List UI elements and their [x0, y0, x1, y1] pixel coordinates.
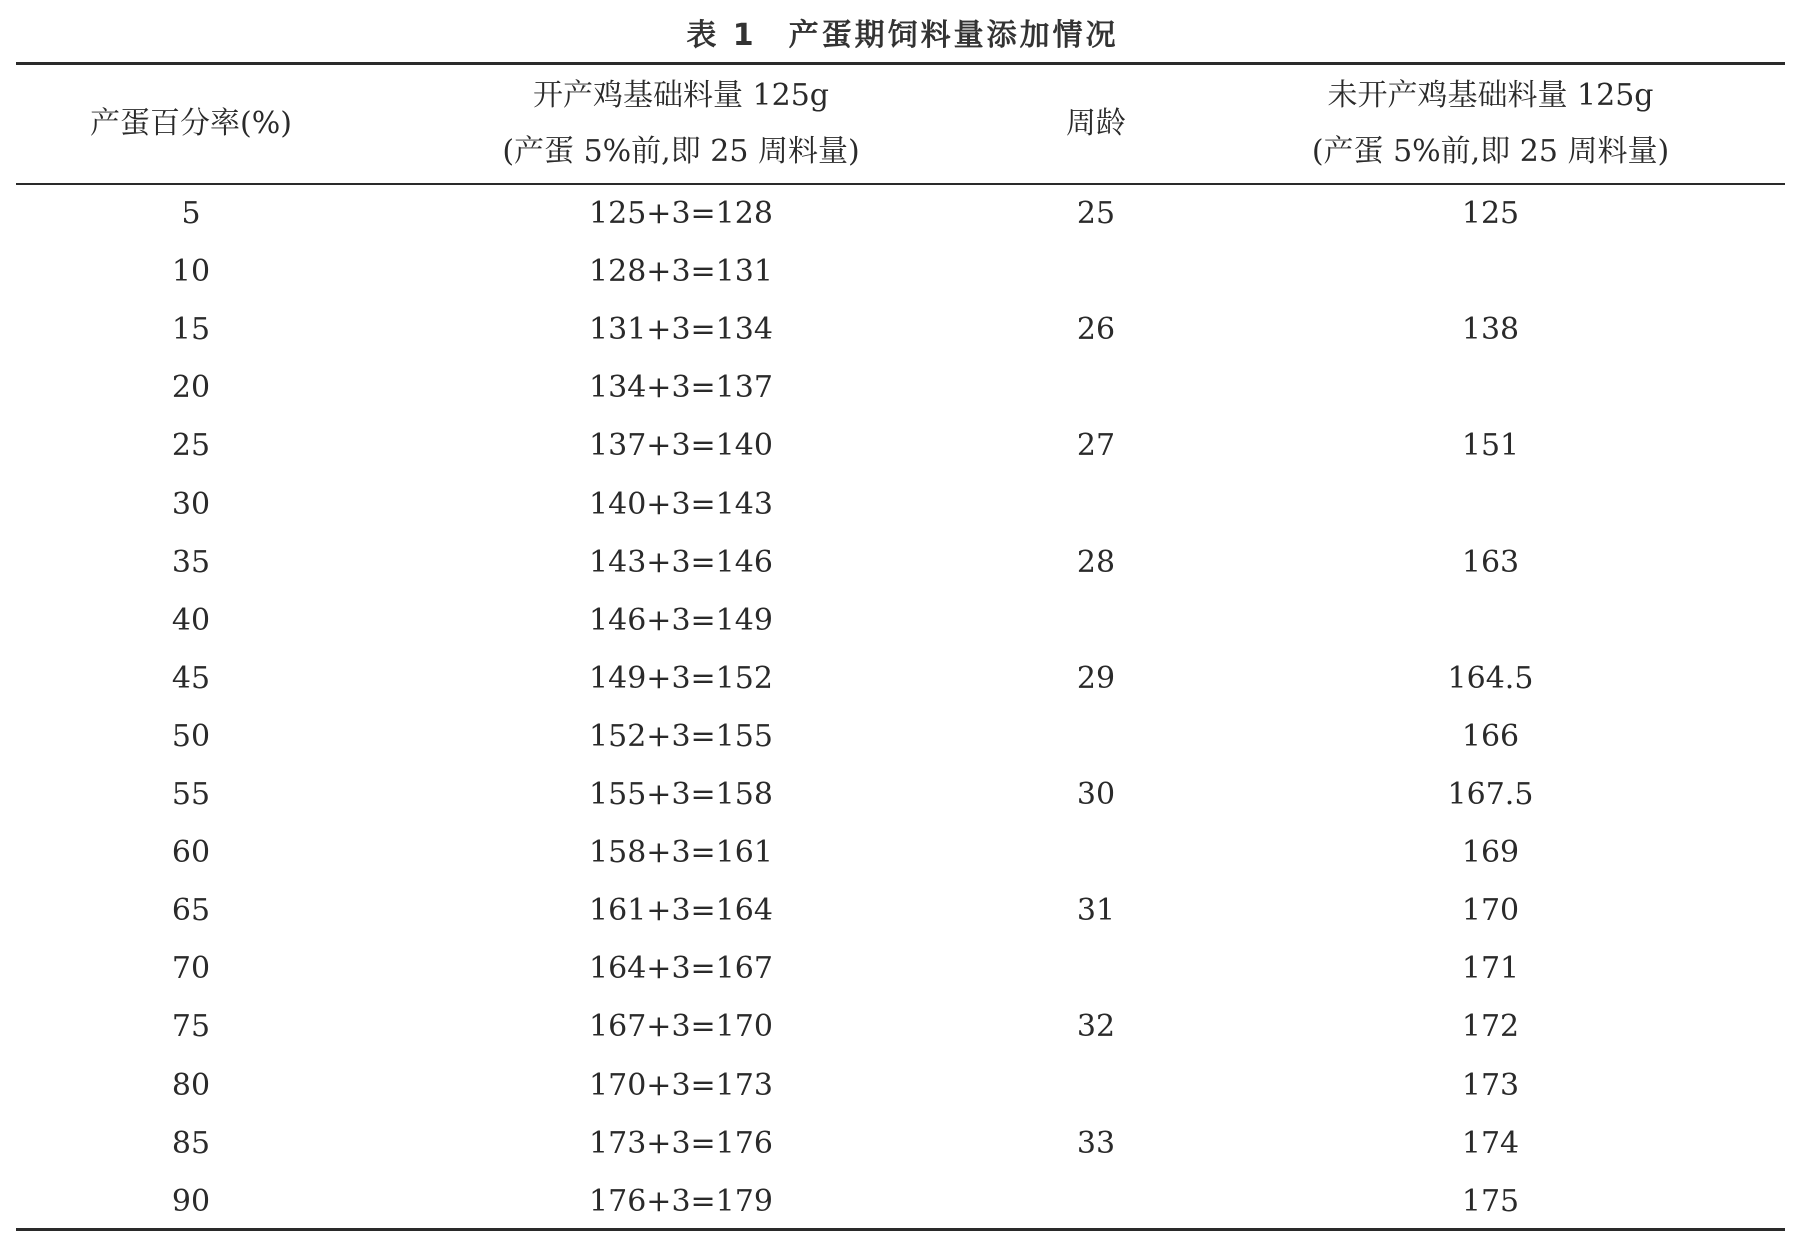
table-row: [0, 708, 1795, 766]
cell-laying-feed: 149+3=152: [589, 660, 773, 696]
table-row: [0, 534, 1795, 592]
table-row: [0, 766, 1795, 824]
cell-egg-rate: 50: [171, 718, 211, 754]
cell-egg-rate: 75: [171, 1009, 211, 1045]
cell-egg-rate: 55: [171, 777, 211, 812]
cell-egg-rate: 80: [171, 1067, 211, 1103]
header-non-laying-hen-feed-line-2: (产蛋 5%前,即 25 周料量): [1311, 134, 1670, 169]
table-row: [0, 301, 1795, 359]
cell-week-age: 28: [1076, 544, 1116, 580]
cell-week-age: [996, 476, 1196, 534]
cell-week-age: 30: [1076, 777, 1116, 812]
cell-non-laying-feed: [1196, 592, 1785, 650]
cell-week-age: 32: [1076, 1009, 1116, 1045]
cell-egg-rate: 20: [171, 370, 211, 406]
cell-non-laying-feed: 166: [1461, 718, 1520, 754]
cell-non-laying-feed: 151: [1461, 428, 1520, 464]
cell-week-age: [996, 824, 1196, 882]
cell-non-laying-feed: 167.5: [1447, 777, 1534, 812]
cell-week-age: 27: [1076, 428, 1116, 464]
cell-laying-feed: 143+3=146: [589, 544, 773, 580]
cell-week-age: 31: [1076, 893, 1116, 929]
cell-non-laying-feed: [1196, 476, 1785, 534]
table-row: [0, 998, 1795, 1056]
header-non-laying-hen-feed: [1196, 66, 1785, 182]
table-row: [0, 243, 1795, 301]
cell-week-age: [996, 708, 1196, 766]
cell-laying-feed: 173+3=176: [589, 1125, 773, 1161]
header-week-age-line: 周龄: [1066, 106, 1126, 141]
header-laying-hen-feed-line-1: 开产鸡基础料量 125g: [532, 78, 829, 113]
table-row: [0, 417, 1795, 475]
cell-laying-feed: 158+3=161: [589, 835, 773, 871]
cell-non-laying-feed: 163: [1461, 544, 1520, 580]
cell-egg-rate: 85: [171, 1125, 211, 1161]
table-row: [0, 185, 1795, 243]
cell-non-laying-feed: 171: [1461, 951, 1520, 987]
cell-laying-feed: 167+3=170: [589, 1009, 773, 1045]
cell-non-laying-feed: 174: [1461, 1125, 1520, 1161]
cell-egg-rate: 10: [171, 254, 211, 290]
cell-egg-rate: 15: [171, 312, 211, 348]
table-row: [0, 882, 1795, 940]
cell-non-laying-feed: [1196, 243, 1785, 301]
cell-non-laying-feed: 170: [1461, 893, 1520, 929]
table-row: [0, 940, 1795, 998]
cell-week-age: 33: [1076, 1125, 1116, 1161]
cell-non-laying-feed: 164.5: [1447, 660, 1534, 696]
cell-week-age: [996, 243, 1196, 301]
cell-laying-feed: 155+3=158: [589, 777, 773, 812]
cell-laying-feed: 131+3=134: [589, 312, 773, 348]
cell-week-age: [996, 940, 1196, 998]
table-row: [0, 359, 1795, 417]
cell-non-laying-feed: 173: [1461, 1067, 1520, 1103]
table-row: [0, 476, 1795, 534]
header-non-laying-hen-feed-line-1: 未开产鸡基础料量 125g: [1327, 78, 1654, 113]
cell-laying-feed: 125+3=128: [589, 196, 773, 231]
cell-week-age: [996, 592, 1196, 650]
table-row: [0, 1173, 1795, 1231]
cell-week-age: [996, 1057, 1196, 1115]
cell-egg-rate: 35: [171, 544, 211, 580]
table-row: [0, 1057, 1795, 1115]
cell-laying-feed: 161+3=164: [589, 893, 773, 929]
cell-laying-feed: 164+3=167: [589, 951, 773, 987]
header-laying-hen-feed: [366, 66, 996, 182]
table-caption: [0, 10, 1795, 53]
cell-laying-feed: 170+3=173: [589, 1067, 773, 1103]
cell-egg-rate: 90: [171, 1183, 211, 1219]
cell-non-laying-feed: 175: [1461, 1183, 1520, 1219]
cell-non-laying-feed: [1196, 359, 1785, 417]
table-number: 表 1: [686, 18, 757, 53]
cell-egg-rate: 40: [171, 602, 211, 638]
header-egg-rate: [16, 66, 366, 182]
table-row: [0, 1115, 1795, 1173]
header-egg-rate-line: 产蛋百分率(%): [90, 106, 292, 141]
cell-laying-feed: 128+3=131: [589, 254, 773, 290]
table-row: [0, 592, 1795, 650]
table-body: [0, 185, 1795, 1225]
cell-non-laying-feed: 125: [1461, 196, 1520, 231]
cell-egg-rate: 25: [171, 428, 211, 464]
cell-non-laying-feed: 138: [1461, 312, 1520, 348]
cell-laying-feed: 152+3=155: [589, 718, 773, 754]
cell-egg-rate: 60: [171, 835, 211, 871]
cell-laying-feed: 140+3=143: [589, 486, 773, 522]
cell-egg-rate: 30: [171, 486, 211, 522]
cell-egg-rate: 45: [171, 660, 211, 696]
cell-laying-feed: 176+3=179: [589, 1183, 773, 1219]
bottom-rule: [16, 1228, 1785, 1231]
cell-laying-feed: 134+3=137: [589, 370, 773, 406]
table-row: [0, 824, 1795, 882]
cell-week-age: 29: [1076, 660, 1116, 696]
table-title: 产蛋期饲料量添加情况: [788, 18, 1119, 53]
cell-week-age: 25: [1076, 196, 1116, 231]
cell-egg-rate: 5: [181, 196, 201, 231]
header-week-age: [996, 66, 1196, 182]
cell-week-age: [996, 1173, 1196, 1231]
table-row: [0, 650, 1795, 708]
header-laying-hen-feed-line-2: (产蛋 5%前,即 25 周料量): [502, 134, 860, 169]
cell-laying-feed: 137+3=140: [589, 428, 773, 464]
cell-egg-rate: 65: [171, 893, 211, 929]
cell-week-age: [996, 359, 1196, 417]
top-rule: [16, 62, 1785, 65]
cell-week-age: 26: [1076, 312, 1116, 348]
cell-non-laying-feed: 172: [1461, 1009, 1520, 1045]
cell-laying-feed: 146+3=149: [589, 602, 773, 638]
cell-egg-rate: 70: [171, 951, 211, 987]
cell-non-laying-feed: 169: [1461, 835, 1520, 871]
